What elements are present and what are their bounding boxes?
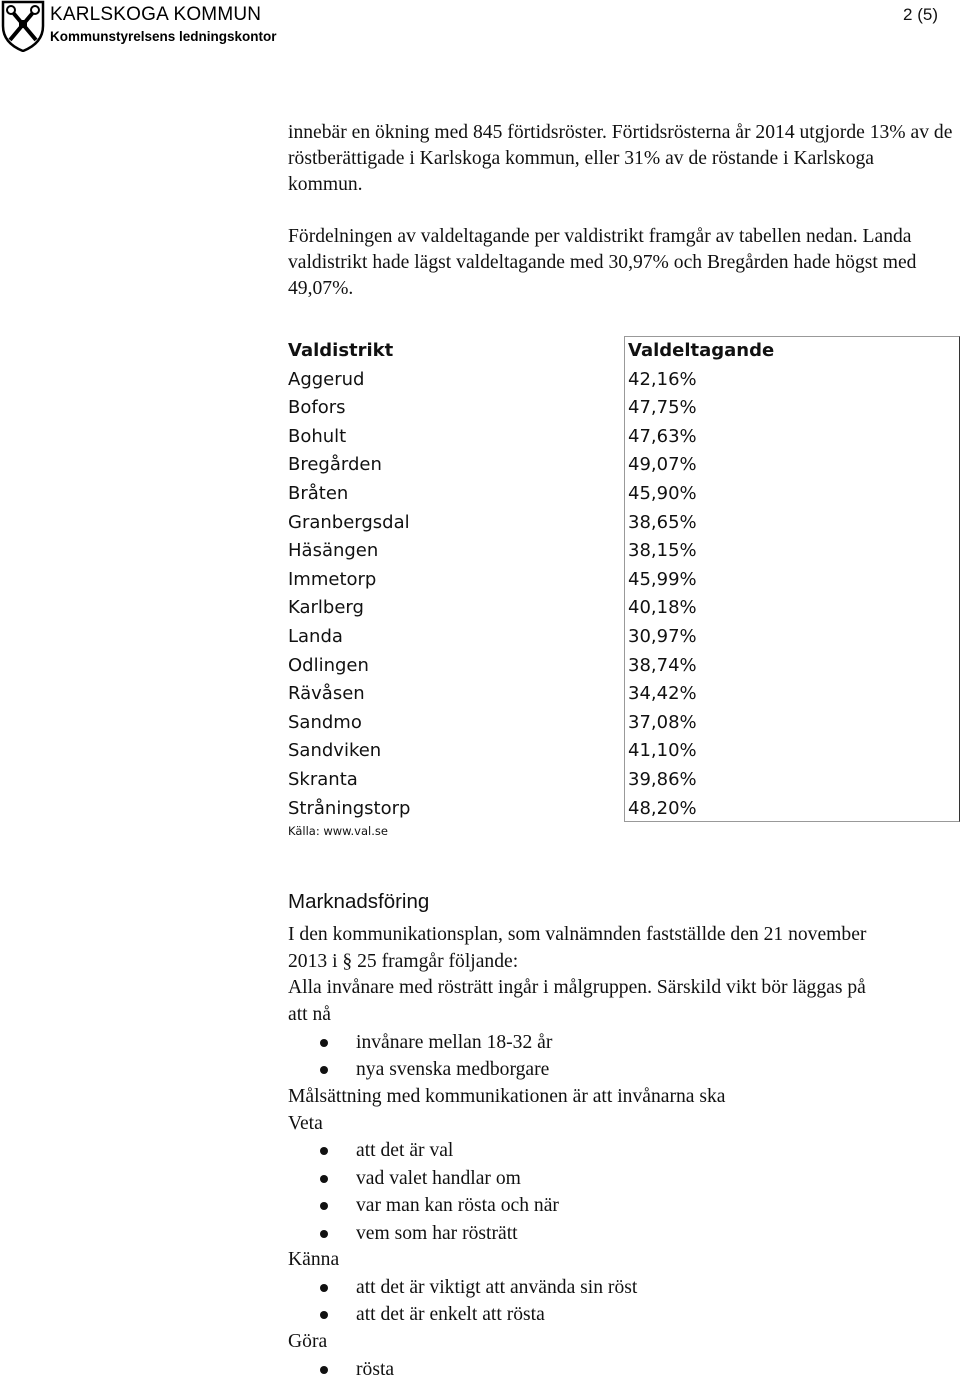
list-item — [288, 1220, 960, 1248]
page-number: 2 (5) — [903, 5, 938, 24]
list-item-text: att det är enkelt att rösta — [356, 1304, 545, 1326]
list-item — [288, 1056, 960, 1084]
bullet-icon — [320, 1230, 328, 1238]
column-header-district: Valdistrikt — [288, 340, 394, 361]
district-cell: Skranta — [288, 768, 358, 790]
district-cell: Bohult — [288, 425, 347, 447]
kanna-label: Känna — [288, 1249, 340, 1271]
table-row — [288, 565, 960, 594]
list-item-text: rösta — [356, 1358, 395, 1380]
list-item-text: att det är val — [356, 1140, 454, 1162]
turnout-cell: 38,65% — [628, 511, 697, 533]
district-cell: Stråningstorp — [288, 797, 411, 819]
goal-line: Målsättning med kommunikationen är att invånarna ska — [288, 1085, 726, 1107]
turnout-cell: 38,74% — [628, 654, 697, 676]
district-cell: Bregården — [288, 454, 382, 476]
turnout-cell: 39,86% — [628, 768, 697, 790]
table-row — [288, 679, 960, 708]
bullet-icon — [320, 1284, 328, 1292]
list-item-text: nya svenska medborgare — [356, 1059, 550, 1081]
table-row — [288, 479, 960, 508]
turnout-cell: 30,97% — [628, 625, 697, 647]
turnout-cell: 48,20% — [628, 797, 697, 819]
veta-label: Veta — [288, 1112, 323, 1134]
list-item-text: vad valet handlar om — [356, 1167, 521, 1189]
distribution-paragraph: Fördelningen av valdeltagande per valdistrikt framgår av tabellen nedan. Landa valdistrikt hade lägst valdeltagande med 30,97% och Bregården hade högst med 49,07%. — [288, 226, 917, 299]
list-item — [288, 1192, 960, 1220]
table-row — [288, 593, 960, 622]
bullet-icon — [320, 1066, 328, 1074]
turnout-cell: 49,07% — [628, 454, 697, 476]
district-cell: Karlberg — [288, 597, 364, 619]
list-item-text: att det är viktigt att använda sin röst — [356, 1276, 638, 1298]
table-row — [288, 422, 960, 451]
turnout-table — [288, 336, 960, 822]
list-item — [288, 1137, 960, 1165]
bullet-icon — [320, 1202, 328, 1210]
list-item — [288, 1274, 960, 1302]
municipality-coat-of-arms-icon — [0, 0, 46, 52]
list-item — [288, 1356, 960, 1383]
turnout-cell: 37,08% — [628, 711, 697, 733]
body-line: I den kommunikationsplan, som valnämnden fastställde den 21 november — [288, 924, 867, 945]
district-cell: Granbergsdal — [288, 511, 410, 533]
table-row — [288, 393, 960, 422]
district-cell: Aggerud — [288, 368, 365, 390]
district-cell: Rävåsen — [288, 683, 365, 705]
turnout-cell: 45,90% — [628, 482, 697, 504]
section-heading: Marknadsföring — [288, 890, 430, 913]
bullet-icon — [320, 1175, 328, 1183]
bullet-icon — [320, 1311, 328, 1319]
body-line: 2013 i § 25 framgår följande: — [288, 950, 519, 972]
district-cell: Landa — [288, 625, 343, 647]
list-item-text: var man kan rösta och när — [356, 1195, 559, 1217]
turnout-cell: 40,18% — [628, 597, 697, 619]
body-line: Alla invånare med rösträtt ingår i målgruppen. Särskild vikt bör läggas på — [288, 977, 866, 999]
turnout-cell: 41,10% — [628, 740, 697, 762]
turnout-cell: 34,42% — [628, 683, 697, 705]
district-cell: Bofors — [288, 397, 346, 419]
table-row — [288, 794, 960, 823]
district-cell: Immetorp — [288, 568, 377, 590]
table-source-caption: Källa: www.val.se — [288, 824, 388, 838]
table-row — [288, 651, 960, 680]
district-cell: Häsängen — [288, 540, 379, 562]
table-row — [288, 622, 960, 651]
turnout-cell: 47,63% — [628, 425, 697, 447]
table-row — [288, 736, 960, 765]
table-row — [288, 708, 960, 737]
table-row — [288, 365, 960, 394]
turnout-cell: 47,75% — [628, 397, 697, 419]
intro-paragraph: innebär en ökning med 845 förtidsröster. Förtidsrösterna år 2014 utgjorde 13% av de röstberättigade i Karlskoga kommun, eller 31% av de röstande i Karlskoga kommun. — [288, 122, 953, 195]
marketing-section — [288, 922, 960, 1383]
list-item-text: invånare mellan 18-32 år — [356, 1031, 553, 1053]
district-cell: Bråten — [288, 482, 349, 504]
table-row — [288, 508, 960, 537]
bullet-icon — [320, 1039, 328, 1047]
table-row — [288, 450, 960, 479]
list-item — [288, 1029, 960, 1057]
list-item — [288, 1301, 960, 1329]
page-header — [0, 0, 960, 60]
district-cell: Odlingen — [288, 654, 369, 676]
table-header-row — [288, 336, 960, 365]
table-row — [288, 536, 960, 565]
department-name: Kommunstyrelsens ledningskontor — [50, 29, 277, 44]
column-header-turnout: Valdeltagande — [628, 340, 775, 361]
gora-label: Göra — [288, 1330, 328, 1352]
turnout-cell: 38,15% — [628, 540, 697, 562]
turnout-cell: 45,99% — [628, 568, 697, 590]
bullet-icon — [320, 1147, 328, 1155]
list-item-text: vem som har rösträtt — [356, 1222, 518, 1244]
bullet-icon — [320, 1366, 328, 1374]
district-cell: Sandmo — [288, 711, 362, 733]
district-cell: Sandviken — [288, 740, 382, 762]
turnout-cell: 42,16% — [628, 368, 697, 390]
list-item — [288, 1165, 960, 1193]
table-row — [288, 765, 960, 794]
body-line: att nå — [288, 1004, 331, 1026]
organization-name: KARLSKOGA KOMMUN — [50, 4, 262, 25]
